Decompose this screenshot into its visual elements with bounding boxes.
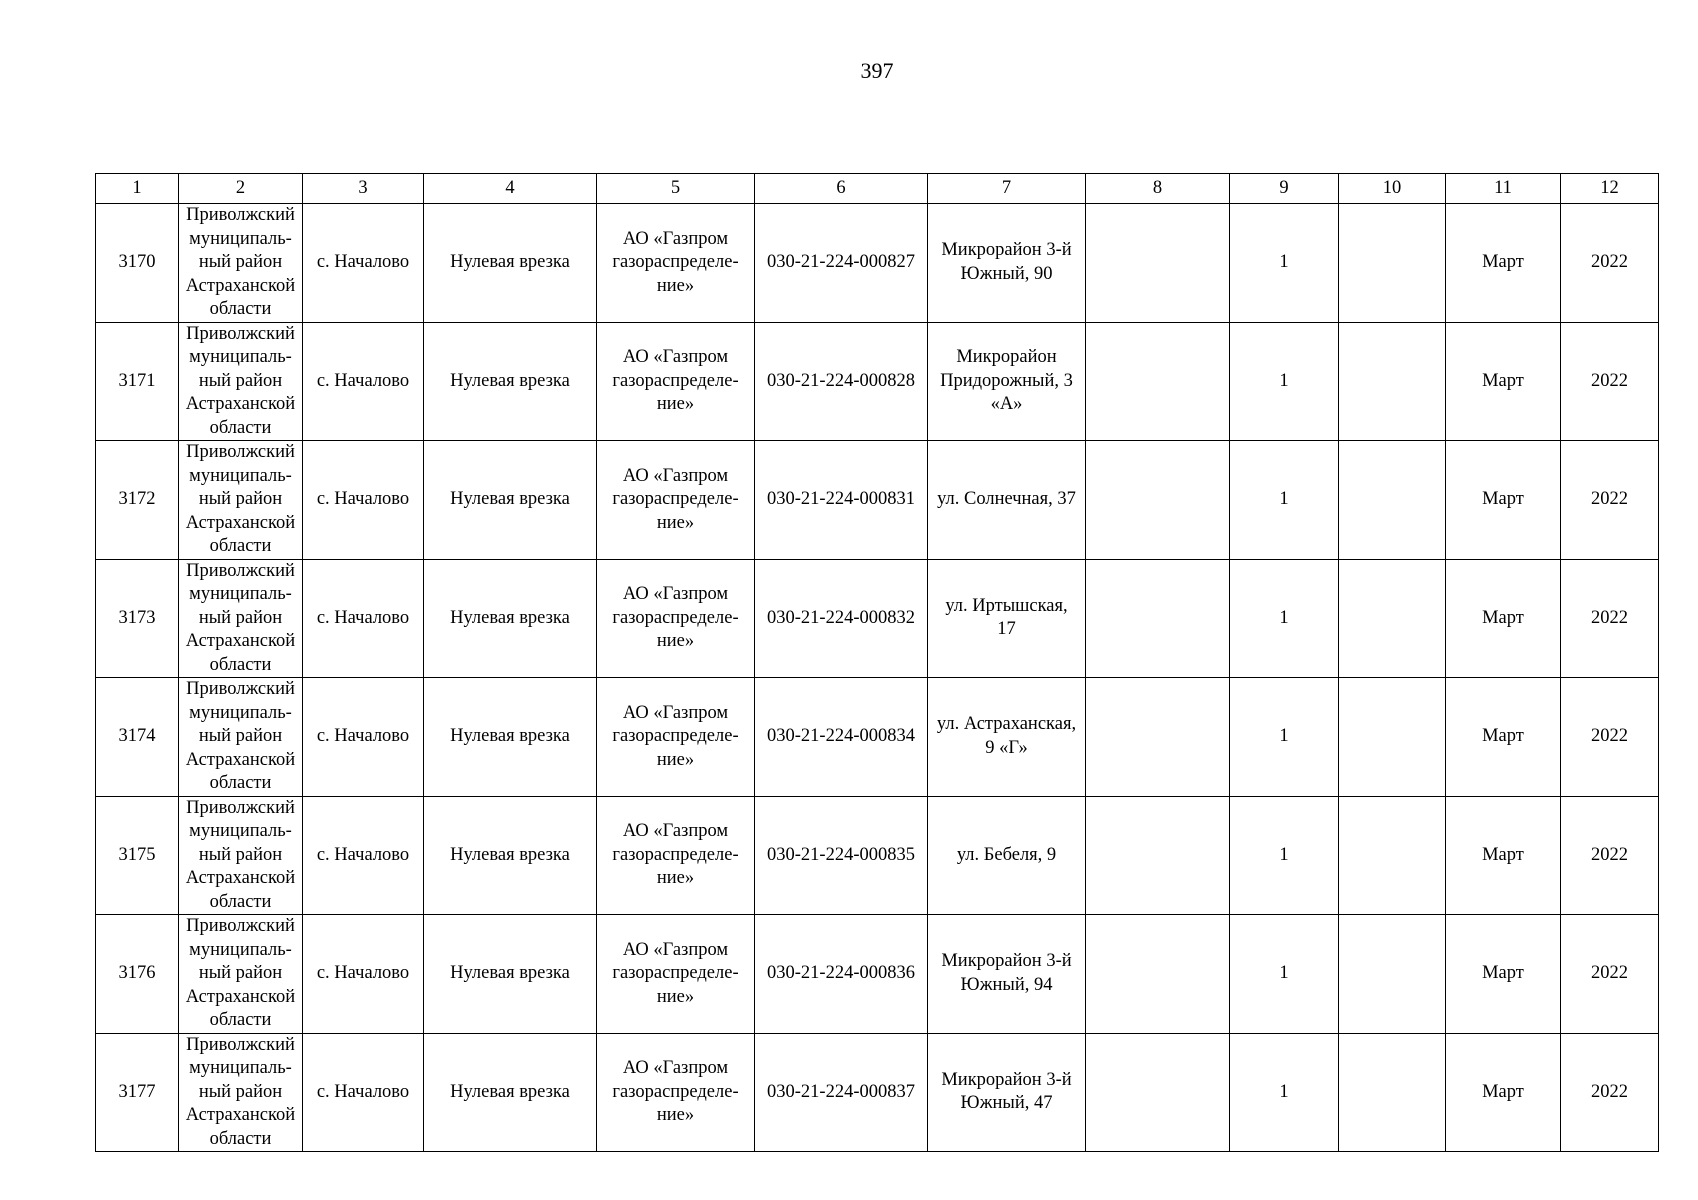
cell-month: Март xyxy=(1446,322,1561,441)
cell-organization-line: газораспределе- xyxy=(612,489,739,509)
cell-address-line: Южный, 94 xyxy=(960,974,1053,995)
cell-organization xyxy=(597,322,755,441)
cell-address xyxy=(928,678,1086,797)
cell-year: 2022 xyxy=(1561,322,1659,441)
cell-district-line: ный район xyxy=(198,844,283,865)
cell-organization-line: газораспределе- xyxy=(612,370,739,391)
cell-organization-line: АО «Газпром xyxy=(622,584,729,604)
cell-organization-line: газораспределе- xyxy=(612,844,739,865)
cell-number: 3174 xyxy=(96,678,179,797)
cell-district-line: ный район xyxy=(198,607,283,628)
cell-organization-line: АО «Газпром xyxy=(622,821,729,841)
cell-district xyxy=(179,915,303,1034)
cell-col8 xyxy=(1086,915,1230,1034)
table-row xyxy=(96,322,1659,441)
cell-count: 1 xyxy=(1230,796,1339,915)
cell-number: 3171 xyxy=(96,322,179,441)
column-header: 10 xyxy=(1339,174,1446,204)
cell-district xyxy=(179,204,303,323)
cell-district-line: муниципаль- xyxy=(189,1058,292,1078)
table-header xyxy=(96,174,1659,204)
cell-settlement: с. Началово xyxy=(303,915,424,1034)
cell-month: Март xyxy=(1446,559,1561,678)
cell-district-line: Приволжский xyxy=(186,560,295,581)
cell-district-line: ный район xyxy=(198,1081,283,1102)
cell-district-line: Астраханской xyxy=(185,986,296,1007)
table-row xyxy=(96,204,1659,323)
cell-address-line: «А» xyxy=(990,394,1023,414)
cell-district-line: Приволжский xyxy=(186,679,295,699)
register-table xyxy=(95,173,1659,1152)
cell-organization-line: ние» xyxy=(656,512,695,533)
cell-code: 030-21-224-000836 xyxy=(755,915,928,1034)
cell-month: Март xyxy=(1446,915,1561,1034)
cell-col8 xyxy=(1086,441,1230,560)
cell-number: 3175 xyxy=(96,796,179,915)
cell-district xyxy=(179,678,303,797)
cell-count: 1 xyxy=(1230,559,1339,678)
cell-organization xyxy=(597,796,755,915)
cell-address-line: Южный, 90 xyxy=(960,263,1053,284)
cell-organization-line: ние» xyxy=(656,631,695,651)
cell-organization-line: АО «Газпром xyxy=(622,347,729,367)
cell-number: 3176 xyxy=(96,915,179,1034)
cell-district-line: ный район xyxy=(198,252,283,272)
cell-district xyxy=(179,322,303,441)
column-header: 1 xyxy=(96,174,179,204)
cell-work-type: Нулевая врезка xyxy=(424,1033,597,1152)
cell-district xyxy=(179,1033,303,1152)
cell-month: Март xyxy=(1446,441,1561,560)
cell-organization xyxy=(597,1033,755,1152)
cell-address xyxy=(928,441,1086,560)
cell-organization-line: ние» xyxy=(656,868,695,888)
cell-organization-line: ние» xyxy=(656,986,695,1007)
cell-district-line: ный район xyxy=(198,726,283,746)
cell-district-line: Приволжский xyxy=(186,1034,295,1055)
cell-code: 030-21-224-000827 xyxy=(755,204,928,323)
cell-month: Март xyxy=(1446,204,1561,323)
cell-district-line: Приволжский xyxy=(186,205,295,225)
cell-district-line: Астраханской xyxy=(185,749,296,770)
cell-code: 030-21-224-000832 xyxy=(755,559,928,678)
cell-code: 030-21-224-000837 xyxy=(755,1033,928,1152)
table-row xyxy=(96,559,1659,678)
cell-year: 2022 xyxy=(1561,796,1659,915)
cell-col10 xyxy=(1339,559,1446,678)
cell-count: 1 xyxy=(1230,915,1339,1034)
cell-col10 xyxy=(1339,322,1446,441)
column-header: 9 xyxy=(1230,174,1339,204)
cell-work-type: Нулевая врезка xyxy=(424,915,597,1034)
cell-settlement: с. Началово xyxy=(303,204,424,323)
cell-organization xyxy=(597,678,755,797)
cell-organization-line: АО «Газпром xyxy=(622,465,729,486)
cell-address xyxy=(928,559,1086,678)
cell-settlement: с. Началово xyxy=(303,441,424,560)
header-row xyxy=(96,174,1659,204)
cell-col10 xyxy=(1339,796,1446,915)
cell-organization-line: ние» xyxy=(656,394,695,414)
cell-organization-line: ние» xyxy=(656,749,695,770)
cell-address-line: ул. Бебеля, 9 xyxy=(956,844,1057,865)
cell-organization-line: газораспределе- xyxy=(612,1081,739,1102)
cell-code: 030-21-224-000828 xyxy=(755,322,928,441)
cell-district-line: Приволжский xyxy=(186,797,295,818)
cell-organization-line: АО «Газпром xyxy=(622,702,729,723)
cell-district-line: Астраханской xyxy=(185,631,296,651)
cell-district-line: области xyxy=(209,417,272,438)
cell-settlement: с. Началово xyxy=(303,1033,424,1152)
table-row xyxy=(96,441,1659,560)
cell-address-line: Придорожный, 3 xyxy=(940,370,1073,391)
cell-district-line: Астраханской xyxy=(185,275,296,296)
cell-address xyxy=(928,322,1086,441)
cell-district-line: Приволжский xyxy=(186,916,295,936)
column-header: 7 xyxy=(928,174,1086,204)
cell-address-line: Южный, 47 xyxy=(960,1093,1053,1114)
cell-address-line: 17 xyxy=(997,619,1016,640)
cell-work-type: Нулевая врезка xyxy=(424,559,597,678)
page-number: 397 xyxy=(860,58,894,83)
cell-district-line: муниципаль- xyxy=(189,347,292,367)
cell-col10 xyxy=(1339,678,1446,797)
cell-district xyxy=(179,559,303,678)
cell-address-line: ул. Астраханская, xyxy=(936,714,1077,735)
cell-address-line: Микрорайон xyxy=(956,347,1057,367)
cell-organization xyxy=(597,441,755,560)
cell-settlement: с. Началово xyxy=(303,559,424,678)
cell-code: 030-21-224-000835 xyxy=(755,796,928,915)
cell-district-line: Астраханской xyxy=(185,1105,296,1125)
cell-work-type: Нулевая врезка xyxy=(424,441,597,560)
cell-year: 2022 xyxy=(1561,204,1659,323)
cell-number: 3170 xyxy=(96,204,179,323)
cell-col8 xyxy=(1086,1033,1230,1152)
column-header: 4 xyxy=(424,174,597,204)
column-header: 8 xyxy=(1086,174,1230,204)
cell-address-line: 9 «Г» xyxy=(985,737,1028,758)
cell-district-line: области xyxy=(209,654,272,675)
cell-address xyxy=(928,915,1086,1034)
cell-col10 xyxy=(1339,1033,1446,1152)
cell-organization-line: ние» xyxy=(656,275,695,296)
cell-district-line: ный район xyxy=(198,370,283,391)
cell-organization-line: АО «Газпром xyxy=(622,1058,729,1078)
cell-work-type: Нулевая врезка xyxy=(424,796,597,915)
cell-district-line: ный район xyxy=(198,963,283,983)
cell-col8 xyxy=(1086,796,1230,915)
cell-col10 xyxy=(1339,915,1446,1034)
cell-col8 xyxy=(1086,559,1230,678)
cell-address-line: Микрорайон 3-й xyxy=(941,240,1072,261)
cell-settlement: с. Началово xyxy=(303,678,424,797)
cell-district-line: области xyxy=(209,891,272,912)
column-header: 12 xyxy=(1561,174,1659,204)
cell-organization-line: газораспределе- xyxy=(612,963,739,983)
cell-month: Март xyxy=(1446,678,1561,797)
cell-year: 2022 xyxy=(1561,915,1659,1034)
cell-organization-line: газораспределе- xyxy=(612,607,739,628)
cell-organization xyxy=(597,915,755,1034)
cell-settlement: с. Началово xyxy=(303,796,424,915)
cell-address xyxy=(928,1033,1086,1152)
cell-organization-line: АО «Газпром xyxy=(622,228,729,249)
cell-number: 3173 xyxy=(96,559,179,678)
cell-organization xyxy=(597,204,755,323)
cell-district xyxy=(179,796,303,915)
cell-count: 1 xyxy=(1230,1033,1339,1152)
table-row xyxy=(96,1033,1659,1152)
cell-work-type: Нулевая врезка xyxy=(424,204,597,323)
cell-number: 3172 xyxy=(96,441,179,560)
cell-col8 xyxy=(1086,678,1230,797)
cell-month: Март xyxy=(1446,796,1561,915)
cell-district-line: области xyxy=(209,299,272,319)
table-body xyxy=(96,204,1659,1152)
cell-district-line: Приволжский xyxy=(186,323,295,344)
cell-work-type: Нулевая врезка xyxy=(424,322,597,441)
cell-address xyxy=(928,796,1086,915)
column-header: 5 xyxy=(597,174,755,204)
cell-district-line: ный район xyxy=(198,489,283,509)
cell-district-line: муниципаль- xyxy=(189,939,292,960)
cell-address xyxy=(928,204,1086,323)
cell-district-line: области xyxy=(209,536,272,556)
cell-district-line: муниципаль- xyxy=(189,228,292,249)
cell-col8 xyxy=(1086,204,1230,323)
cell-year: 2022 xyxy=(1561,441,1659,560)
column-header: 2 xyxy=(179,174,303,204)
cell-district-line: муниципаль- xyxy=(189,821,292,841)
table-row xyxy=(96,678,1659,797)
column-header: 6 xyxy=(755,174,928,204)
cell-year: 2022 xyxy=(1561,678,1659,797)
table-row xyxy=(96,915,1659,1034)
cell-district-line: области xyxy=(209,1128,272,1149)
cell-organization-line: ние» xyxy=(656,1105,695,1125)
cell-month: Март xyxy=(1446,1033,1561,1152)
column-header: 11 xyxy=(1446,174,1561,204)
cell-district-line: муниципаль- xyxy=(189,584,292,604)
cell-organization-line: АО «Газпром xyxy=(622,939,729,960)
cell-number: 3177 xyxy=(96,1033,179,1152)
cell-count: 1 xyxy=(1230,322,1339,441)
cell-address-line: Микрорайон 3-й xyxy=(941,1069,1072,1090)
cell-address-line: Микрорайон 3-й xyxy=(941,951,1072,972)
cell-col10 xyxy=(1339,441,1446,560)
cell-district-line: области xyxy=(209,773,272,793)
column-header: 3 xyxy=(303,174,424,204)
cell-district-line: Астраханской xyxy=(185,868,296,888)
cell-count: 1 xyxy=(1230,441,1339,560)
cell-year: 2022 xyxy=(1561,1033,1659,1152)
cell-code: 030-21-224-000831 xyxy=(755,441,928,560)
table-row xyxy=(96,796,1659,915)
cell-count: 1 xyxy=(1230,204,1339,323)
cell-district xyxy=(179,441,303,560)
cell-district-line: Астраханской xyxy=(185,394,296,414)
cell-district-line: Приволжский xyxy=(186,442,295,462)
cell-district-line: муниципаль- xyxy=(189,702,292,723)
cell-col10 xyxy=(1339,204,1446,323)
cell-address-line: ул. Солнечная, 37 xyxy=(937,489,1076,509)
cell-organization-line: газораспределе- xyxy=(612,252,739,272)
cell-code: 030-21-224-000834 xyxy=(755,678,928,797)
cell-col8 xyxy=(1086,322,1230,441)
cell-organization-line: газораспределе- xyxy=(612,726,739,746)
cell-year: 2022 xyxy=(1561,559,1659,678)
cell-count: 1 xyxy=(1230,678,1339,797)
cell-work-type: Нулевая врезка xyxy=(424,678,597,797)
cell-settlement: с. Началово xyxy=(303,322,424,441)
cell-address-line: ул. Иртышская, xyxy=(945,595,1068,616)
cell-district-line: Астраханской xyxy=(185,512,296,533)
cell-district-line: муниципаль- xyxy=(189,465,292,486)
cell-organization xyxy=(597,559,755,678)
cell-district-line: области xyxy=(209,1010,272,1030)
